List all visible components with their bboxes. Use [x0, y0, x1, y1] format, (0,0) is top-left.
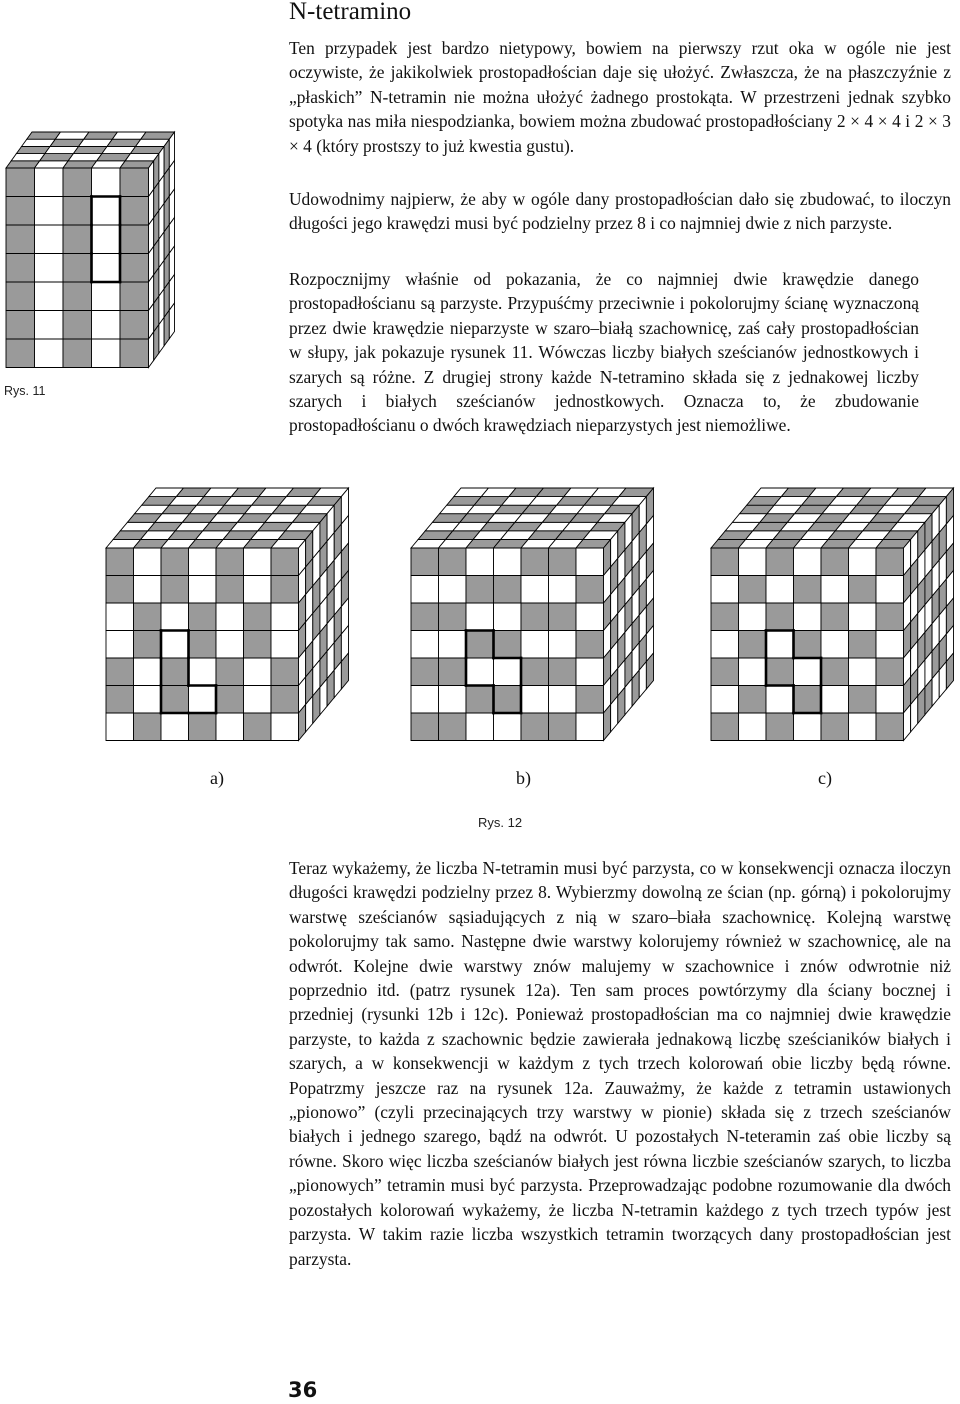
front-face-cell — [411, 658, 439, 686]
front-face-cell — [120, 282, 149, 311]
front-face-cell — [120, 168, 149, 197]
front-face-cell — [411, 576, 439, 604]
front-face-cell — [849, 548, 877, 576]
front-face-cell — [466, 631, 494, 659]
front-face-cell — [63, 225, 92, 254]
front-face-cell — [271, 686, 299, 714]
figure-12c-cube — [705, 482, 955, 772]
front-face-cell — [63, 282, 92, 311]
front-face-cell — [439, 548, 467, 576]
front-face-cell — [794, 576, 822, 604]
front-face-cell — [120, 339, 149, 368]
front-face-cell — [6, 311, 35, 340]
front-face-cell — [466, 603, 494, 631]
front-face-cell — [876, 658, 904, 686]
front-face-cell — [35, 311, 64, 340]
front-face-cell — [6, 225, 35, 254]
front-face-cell — [6, 282, 35, 311]
front-face-cell — [821, 658, 849, 686]
figure-12b-label: b) — [516, 768, 531, 788]
front-face-cell — [271, 548, 299, 576]
front-face-cell — [161, 631, 189, 659]
front-face-cell — [189, 603, 217, 631]
front-face-cell — [766, 548, 794, 576]
front-face-cell — [6, 254, 35, 283]
figure-11-caption: Rys. 11 — [4, 384, 46, 398]
front-face-cell — [576, 686, 604, 714]
front-face-cell — [821, 713, 849, 741]
front-face-cell — [35, 282, 64, 311]
front-face-cell — [521, 686, 549, 714]
front-face-cell — [439, 576, 467, 604]
front-face-cell — [106, 686, 134, 714]
front-face-cell — [411, 631, 439, 659]
front-face-cell — [161, 576, 189, 604]
front-face-cell — [521, 548, 549, 576]
top-face-cell — [120, 161, 154, 168]
side-face-cell — [154, 325, 159, 361]
top-face-cell — [45, 146, 79, 153]
front-face-cell — [120, 197, 149, 226]
front-face-cell — [849, 713, 877, 741]
front-face-cell — [244, 631, 272, 659]
front-face-cell — [106, 713, 134, 741]
front-face-cell — [134, 686, 162, 714]
front-face-cell — [821, 631, 849, 659]
front-face-cell — [766, 576, 794, 604]
front-face-cell — [161, 548, 189, 576]
front-face-cell — [120, 225, 149, 254]
front-face-cell — [92, 225, 121, 254]
front-face-cell — [106, 658, 134, 686]
front-face-cell — [711, 603, 739, 631]
front-face-cell — [466, 686, 494, 714]
figure-12a-cube — [100, 482, 350, 772]
top-face-cell — [73, 146, 107, 153]
front-face-cell — [849, 686, 877, 714]
front-face-cell — [711, 713, 739, 741]
top-face-cell — [63, 161, 97, 168]
front-face-cell — [92, 168, 121, 197]
front-face-cell — [876, 631, 904, 659]
front-face-cell — [120, 311, 149, 340]
front-face-cell — [739, 713, 767, 741]
front-face-cell — [189, 631, 217, 659]
front-face-cell — [106, 576, 134, 604]
front-face-cell — [161, 603, 189, 631]
front-face-cell — [821, 603, 849, 631]
front-face-cell — [189, 713, 217, 741]
front-face-cell — [92, 197, 121, 226]
front-face-cell — [494, 548, 522, 576]
front-face-cell — [739, 686, 767, 714]
figure-12b-cube — [405, 482, 655, 772]
top-face-cell — [40, 154, 74, 161]
section-heading: N-tetramino — [289, 0, 412, 25]
front-face-cell — [576, 603, 604, 631]
front-face-cell — [271, 576, 299, 604]
top-face-cell — [55, 132, 89, 139]
front-face-cell — [849, 631, 877, 659]
front-face-cell — [92, 254, 121, 283]
paragraph-2: Udowodnimy najpierw, że aby w ogóle dany prostopadłościan dało się zbudować, to iloczyn długości jego krawędzi musi być podzielny przez 8 i co najmniej dwie z nich parzyste. — [289, 189, 951, 234]
page-number: 36 — [288, 1378, 318, 1402]
front-face-cell — [439, 603, 467, 631]
front-face-cell — [35, 254, 64, 283]
paragraph-3: Rozpocznijmy właśnie od pokazania, że co najmniej dwie krawędzie danego prostopadłościanu są parzyste. Przypuśćmy przeciwnie i pokolorujmy ścianę wyznaczoną przez dwie krawędzie nieparzyste w szaro–białą szachownicę, zaś cały prostopadłościan w słupy, jak pokazuje rysunek 11. Wówczas liczby białych sześcianów jednostkowych i szarych są różne. Z drugiej strony każde N-tetramino składa się z jednakowej liczby szarych i białych sześcianów jednostkowych. Oznacza to, że zbudowanie prostopadłościanu o dwóch krawędziach nieparzystych jest niemożliwe. — [289, 269, 919, 436]
top-face-cell — [50, 139, 84, 146]
front-face-cell — [549, 631, 577, 659]
front-face-cell — [766, 713, 794, 741]
front-face-cell — [739, 631, 767, 659]
front-face-cell — [161, 686, 189, 714]
front-face-cell — [521, 713, 549, 741]
front-face-cell — [189, 548, 217, 576]
top-face-cell — [141, 132, 175, 139]
front-face-cell — [576, 658, 604, 686]
front-face-cell — [106, 631, 134, 659]
front-face-cell — [766, 658, 794, 686]
front-face-cell — [271, 658, 299, 686]
front-face-cell — [244, 713, 272, 741]
front-face-cell — [711, 631, 739, 659]
front-face-cell — [411, 713, 439, 741]
front-face-cell — [134, 713, 162, 741]
front-face-cell — [6, 339, 35, 368]
front-face-cell — [161, 713, 189, 741]
front-face-cell — [494, 713, 522, 741]
front-face-cell — [411, 603, 439, 631]
front-face-cell — [794, 631, 822, 659]
front-face-cell — [244, 686, 272, 714]
front-face-cell — [794, 658, 822, 686]
front-face-cell — [216, 686, 244, 714]
side-face-cell — [169, 303, 174, 339]
front-face-cell — [189, 658, 217, 686]
side-face-cell — [164, 310, 169, 346]
front-face-cell — [521, 658, 549, 686]
front-face-cell — [766, 631, 794, 659]
front-face-cell — [521, 576, 549, 604]
front-face-cell — [794, 548, 822, 576]
front-face-cell — [576, 713, 604, 741]
front-face-cell — [466, 713, 494, 741]
front-face-cell — [766, 686, 794, 714]
front-face-cell — [271, 631, 299, 659]
front-face-cell — [876, 576, 904, 604]
front-face-cell — [63, 197, 92, 226]
front-face-cell — [161, 658, 189, 686]
front-face-cell — [794, 686, 822, 714]
front-face-cell — [521, 631, 549, 659]
top-face-cell — [68, 154, 102, 161]
front-face-cell — [106, 548, 134, 576]
top-face-cell — [35, 161, 69, 168]
front-face-cell — [794, 603, 822, 631]
front-face-cell — [821, 686, 849, 714]
top-face-cell — [6, 161, 40, 168]
front-face-cell — [216, 631, 244, 659]
front-face-cell — [134, 548, 162, 576]
top-face-cell — [112, 132, 146, 139]
front-face-cell — [576, 576, 604, 604]
front-face-cell — [439, 631, 467, 659]
top-face-cell — [97, 154, 131, 161]
side-face-cell — [149, 332, 154, 368]
figure-12-caption: Rys. 12 — [478, 815, 523, 830]
top-face-cell — [22, 139, 56, 146]
front-face-cell — [876, 603, 904, 631]
front-face-cell — [63, 311, 92, 340]
front-face-cell — [216, 548, 244, 576]
front-face-cell — [134, 631, 162, 659]
figure-11-cuboid — [0, 120, 200, 380]
front-face-cell — [271, 713, 299, 741]
front-face-cell — [494, 576, 522, 604]
front-face-cell — [549, 686, 577, 714]
front-face-cell — [876, 548, 904, 576]
front-face-cell — [739, 548, 767, 576]
front-face-cell — [189, 576, 217, 604]
top-face-cell — [79, 139, 113, 146]
front-face-cell — [549, 576, 577, 604]
front-face-cell — [739, 603, 767, 631]
front-face-cell — [92, 311, 121, 340]
figure-12a-label: a) — [210, 768, 224, 788]
top-face-cell — [136, 139, 170, 146]
front-face-cell — [494, 603, 522, 631]
front-face-cell — [134, 576, 162, 604]
front-face-cell — [766, 603, 794, 631]
front-face-cell — [466, 658, 494, 686]
front-face-cell — [244, 658, 272, 686]
front-face-cell — [63, 339, 92, 368]
front-face-cell — [549, 548, 577, 576]
front-face-cell — [576, 631, 604, 659]
front-face-cell — [244, 603, 272, 631]
top-face-cell — [11, 154, 45, 161]
front-face-cell — [739, 576, 767, 604]
top-face-cell — [130, 146, 164, 153]
front-face-cell — [216, 713, 244, 741]
front-face-cell — [849, 658, 877, 686]
front-face-cell — [494, 658, 522, 686]
front-face-cell — [849, 576, 877, 604]
front-face-cell — [63, 254, 92, 283]
front-face-cell — [794, 713, 822, 741]
front-face-cell — [439, 658, 467, 686]
side-face-cell — [159, 317, 164, 353]
front-face-cell — [216, 576, 244, 604]
front-face-cell — [106, 603, 134, 631]
front-face-cell — [134, 658, 162, 686]
front-face-cell — [134, 603, 162, 631]
front-face-cell — [711, 548, 739, 576]
front-face-cell — [549, 603, 577, 631]
top-face-cell — [125, 154, 159, 161]
front-face-cell — [494, 631, 522, 659]
front-face-cell — [411, 548, 439, 576]
front-face-cell — [92, 282, 121, 311]
front-face-cell — [35, 197, 64, 226]
top-face-cell — [27, 132, 61, 139]
top-face-cell — [84, 132, 118, 139]
front-face-cell — [271, 603, 299, 631]
front-face-cell — [63, 168, 92, 197]
front-face-cell — [821, 548, 849, 576]
front-face-cell — [189, 686, 217, 714]
front-face-cell — [244, 576, 272, 604]
front-face-cell — [549, 713, 577, 741]
top-face-cell — [92, 161, 126, 168]
front-face-cell — [849, 603, 877, 631]
front-face-cell — [876, 686, 904, 714]
front-face-cell — [216, 658, 244, 686]
front-face-cell — [92, 339, 121, 368]
front-face-cell — [711, 658, 739, 686]
front-face-cell — [521, 603, 549, 631]
top-face-cell — [107, 139, 141, 146]
front-face-cell — [466, 548, 494, 576]
figure-12c-label: c) — [818, 768, 832, 788]
front-face-cell — [411, 686, 439, 714]
front-face-cell — [711, 686, 739, 714]
front-face-cell — [216, 603, 244, 631]
paragraph-1: Ten przypadek jest bardzo nietypowy, bowiem na pierwszy rzut oka w ogóle nie jest oczywiste, że jakikolwiek prostopadłościan daje się ułożyć. Zwłaszcza, że na płaszczyźnie z „płaskich” N-tetramin nie można ułożyć żadnego prostokąta. W przestrzeni jednak szybko spotyka nas miła niespodzianka, bowiem można zbudować prostopadłościany 2 × 4 × 4 i 2 × 3 × 4 (który prostszy to już kwestia gustu). — [289, 38, 951, 156]
front-face-cell — [439, 713, 467, 741]
front-face-cell — [439, 686, 467, 714]
paragraph-4: Teraz wykażemy, że liczba N-tetramin musi być parzysta, co w konsekwencji oznacza iloczyn długości krawędzi podzielny przez 8. Wybierzmy dowolną ze ścian (np. górną) i pokolorujmy warstwę sześcianów sąsiadujących z nią w szaro–biała szachownicę. Kolejną warstwę pokolorujmy tak samo. Następne dwie warstwy kolorujemy również w szachownicę, ale na odwrót. Kolejne dwie warstwy znów malujemy w szachownice i znów odwrotnie niż poprzednio itd. (patrz rysunek 12a). Ten sam proces powtórzymy dla ściany bocznej i przedniej (rysunki 12b i 12c). Ponieważ prostopadłościan ma co najmniej dwie krawędzie parzyste, to każda z szachownic będzie zawierała jednakową liczbę sześcianików białych i szarych, a w konsekwencji w każdym z tych trzech kolorowań obie liczby będą równe. Popatrzmy jeszcze raz na rysunek 12a. Zauważmy, że każde z tetramin ustawionych „pionowo” (czyli przecinających trzy warstwy w pionie) składa się z trzech sześcianów białych i jednego szarego, bądź na odwrót. U pozostałych N-teteramin zaś obie liczby są równe. Skoro więc liczba sześcianów białych jest równa liczbie sześcianów szarych, to liczba „pionowych” tetramin musi być parzysta. Przeprowadzając podobne rozumowanie dla dwóch pozostałych kolorowań wykażemy, że liczba N-tetramin każdego z tych trzech typów jest parzysta. W takim razie liczba wszystkich tetramin tworzących dany prostopadłościan jest parzysta. — [289, 858, 951, 1269]
front-face-cell — [739, 658, 767, 686]
front-face-cell — [35, 339, 64, 368]
front-face-cell — [576, 548, 604, 576]
front-face-cell — [35, 168, 64, 197]
front-face-cell — [876, 713, 904, 741]
top-face-cell — [102, 146, 136, 153]
front-face-cell — [549, 658, 577, 686]
front-face-cell — [6, 168, 35, 197]
front-face-cell — [711, 576, 739, 604]
front-face-cell — [821, 576, 849, 604]
front-face-cell — [6, 197, 35, 226]
front-face-cell — [466, 576, 494, 604]
front-face-cell — [120, 254, 149, 283]
top-face-cell — [16, 146, 50, 153]
front-face-cell — [494, 686, 522, 714]
front-face-cell — [35, 225, 64, 254]
front-face-cell — [244, 548, 272, 576]
